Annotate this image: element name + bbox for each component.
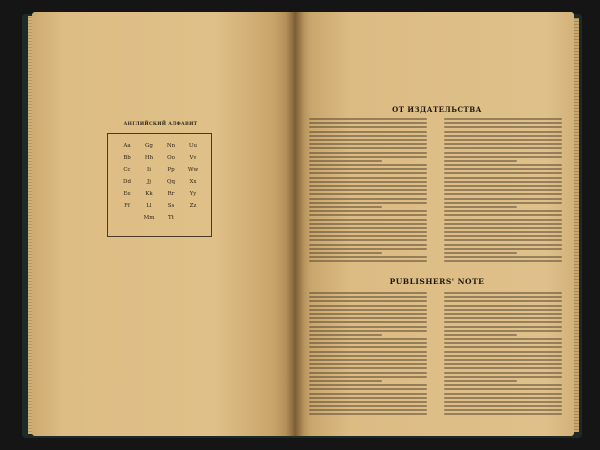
text-line <box>444 131 562 133</box>
text-line <box>444 206 517 208</box>
text-line <box>444 380 517 382</box>
text-line <box>444 376 562 378</box>
alphabet-letter: Ss <box>167 203 175 209</box>
text-line <box>309 388 427 390</box>
text-line <box>444 334 517 336</box>
text-line <box>444 384 562 386</box>
text-line <box>309 401 427 403</box>
text-line <box>444 252 517 254</box>
text-line <box>444 292 562 294</box>
text-line <box>309 139 427 141</box>
text-line <box>309 239 427 241</box>
text-line <box>444 346 562 348</box>
text-line <box>444 256 562 258</box>
text-line <box>444 409 562 411</box>
alphabet-letter: Nn <box>166 143 176 149</box>
text-line <box>309 235 427 237</box>
text-line <box>444 342 562 344</box>
alphabet-letter: Uu <box>188 143 198 149</box>
text-line <box>444 135 562 137</box>
text-line <box>444 300 562 302</box>
text-line <box>444 244 562 246</box>
heading-english: PUBLISHERS' NOTE <box>389 277 485 286</box>
text-line <box>309 317 427 319</box>
text-line <box>309 126 427 128</box>
text-line <box>309 330 427 332</box>
text-line <box>309 380 382 382</box>
text-line <box>309 334 382 336</box>
text-line <box>309 376 427 378</box>
text-line <box>309 118 427 120</box>
text-line <box>444 351 562 353</box>
text-line <box>309 367 427 369</box>
alphabet-letter: Hh <box>144 155 154 161</box>
text-line <box>444 202 562 204</box>
alphabet-letter: Oo <box>167 155 175 161</box>
alphabet-letter: Tt <box>168 215 174 221</box>
alphabet-letter: Cc <box>123 167 131 173</box>
text-line <box>309 172 427 174</box>
text-line <box>309 296 427 298</box>
text-line <box>444 338 562 340</box>
text-line <box>309 292 427 294</box>
text-line <box>309 326 427 328</box>
text-line <box>309 305 427 307</box>
text-line <box>444 160 517 162</box>
text-line <box>309 202 427 204</box>
text-line <box>444 219 562 221</box>
text-line <box>444 260 562 262</box>
text-line <box>309 135 427 137</box>
text-line <box>444 214 562 216</box>
text-line <box>444 296 562 298</box>
alphabet-letter: Mm <box>143 215 155 221</box>
text-line <box>444 122 562 124</box>
text-line <box>309 260 427 262</box>
text-line <box>309 351 427 353</box>
text-line <box>444 172 562 174</box>
text-line <box>444 164 562 166</box>
book-gutter <box>286 12 304 436</box>
alphabet-letter <box>182 214 204 223</box>
alphabet-letter: Yy <box>189 191 197 197</box>
text-line <box>444 239 562 241</box>
alphabet-letter: Dd <box>123 179 131 185</box>
text-line <box>309 384 427 386</box>
text-line <box>444 235 562 237</box>
text-line <box>309 181 427 183</box>
text-line <box>309 189 427 191</box>
text-line <box>309 156 427 158</box>
text-column-en-left <box>309 292 427 418</box>
text-line <box>444 359 562 361</box>
text-line <box>444 168 562 170</box>
alphabet-letter: Ee <box>123 191 131 197</box>
alphabet-letter: Ll <box>146 203 152 209</box>
text-line <box>444 355 562 357</box>
text-column-ru-right <box>444 118 562 265</box>
text-line <box>309 393 427 395</box>
text-line <box>309 359 427 361</box>
text-line <box>309 363 427 365</box>
text-line <box>444 405 562 407</box>
right-page-edges <box>574 18 579 432</box>
text-line <box>444 401 562 403</box>
text-line <box>309 313 427 315</box>
text-line <box>309 252 382 254</box>
text-line <box>444 330 562 332</box>
alphabet-letter: Qq <box>166 179 176 185</box>
text-line <box>309 160 382 162</box>
alphabet-letter: Ww <box>187 167 199 173</box>
text-line <box>444 326 562 328</box>
alphabet-letter: Pp <box>167 167 175 173</box>
text-line <box>444 198 562 200</box>
text-line <box>309 405 427 407</box>
text-line <box>309 122 427 124</box>
text-line <box>309 152 427 154</box>
text-line <box>309 338 427 340</box>
text-line <box>309 300 427 302</box>
text-line <box>444 147 562 149</box>
text-line <box>444 372 562 374</box>
alphabet-title: АНГЛИЙСКИЙ АЛФАВИТ <box>123 122 198 127</box>
text-line <box>309 372 427 374</box>
text-line <box>309 143 427 145</box>
text-line <box>444 397 562 399</box>
text-line <box>444 413 562 415</box>
text-line <box>444 248 562 250</box>
text-line <box>444 143 562 145</box>
text-line <box>309 206 382 208</box>
text-line <box>309 355 427 357</box>
alphabet-letter: Ii <box>147 167 151 173</box>
text-column-ru-left <box>309 118 427 265</box>
alphabet-letter: Zz <box>189 203 197 209</box>
text-line <box>309 164 427 166</box>
text-line <box>444 189 562 191</box>
text-line <box>309 168 427 170</box>
text-line <box>444 152 562 154</box>
alphabet-table <box>107 122 212 237</box>
text-line <box>309 244 427 246</box>
text-line <box>309 185 427 187</box>
alphabet-letter: Xx <box>189 179 197 185</box>
text-line <box>309 397 427 399</box>
text-column-en-right <box>444 292 562 418</box>
text-line <box>309 321 427 323</box>
text-line <box>309 227 427 229</box>
text-line <box>309 198 427 200</box>
text-line <box>309 256 427 258</box>
text-line <box>309 193 427 195</box>
text-line <box>444 321 562 323</box>
alphabet-letter: Kk <box>145 191 153 197</box>
text-line <box>444 223 562 225</box>
text-line <box>444 177 562 179</box>
alphabet-grid <box>116 142 204 223</box>
text-line <box>444 156 562 158</box>
text-line <box>309 210 427 212</box>
text-line <box>309 342 427 344</box>
alphabet-letter: Gg <box>145 143 153 149</box>
text-line <box>309 231 427 233</box>
text-line <box>444 231 562 233</box>
text-line <box>444 181 562 183</box>
text-line <box>309 346 427 348</box>
alphabet-letter: Jj <box>147 179 151 185</box>
alphabet-letter: Bb <box>123 155 131 161</box>
text-line <box>444 309 562 311</box>
alphabet-letter: Rr <box>167 191 175 197</box>
alphabet-letter: Ff <box>124 203 130 209</box>
text-line <box>309 219 427 221</box>
text-line <box>444 227 562 229</box>
heading-russian: ОТ ИЗДАТЕЛЬСТВА <box>392 105 482 114</box>
text-line <box>309 214 427 216</box>
text-line <box>309 309 427 311</box>
text-line <box>309 413 427 415</box>
text-line <box>309 409 427 411</box>
text-line <box>444 393 562 395</box>
text-line <box>444 185 562 187</box>
text-line <box>444 118 562 120</box>
alphabet-letter <box>116 214 138 223</box>
text-line <box>309 177 427 179</box>
text-line <box>444 210 562 212</box>
text-line <box>309 131 427 133</box>
text-line <box>444 388 562 390</box>
text-line <box>444 367 562 369</box>
alphabet-letter: Vv <box>189 155 197 161</box>
text-line <box>309 248 427 250</box>
text-line <box>444 305 562 307</box>
text-line <box>444 313 562 315</box>
text-line <box>309 147 427 149</box>
text-line <box>444 139 562 141</box>
text-line <box>444 363 562 365</box>
alphabet-letter: Aa <box>123 143 131 149</box>
text-line <box>444 193 562 195</box>
text-line <box>444 126 562 128</box>
text-line <box>444 317 562 319</box>
text-line <box>309 223 427 225</box>
